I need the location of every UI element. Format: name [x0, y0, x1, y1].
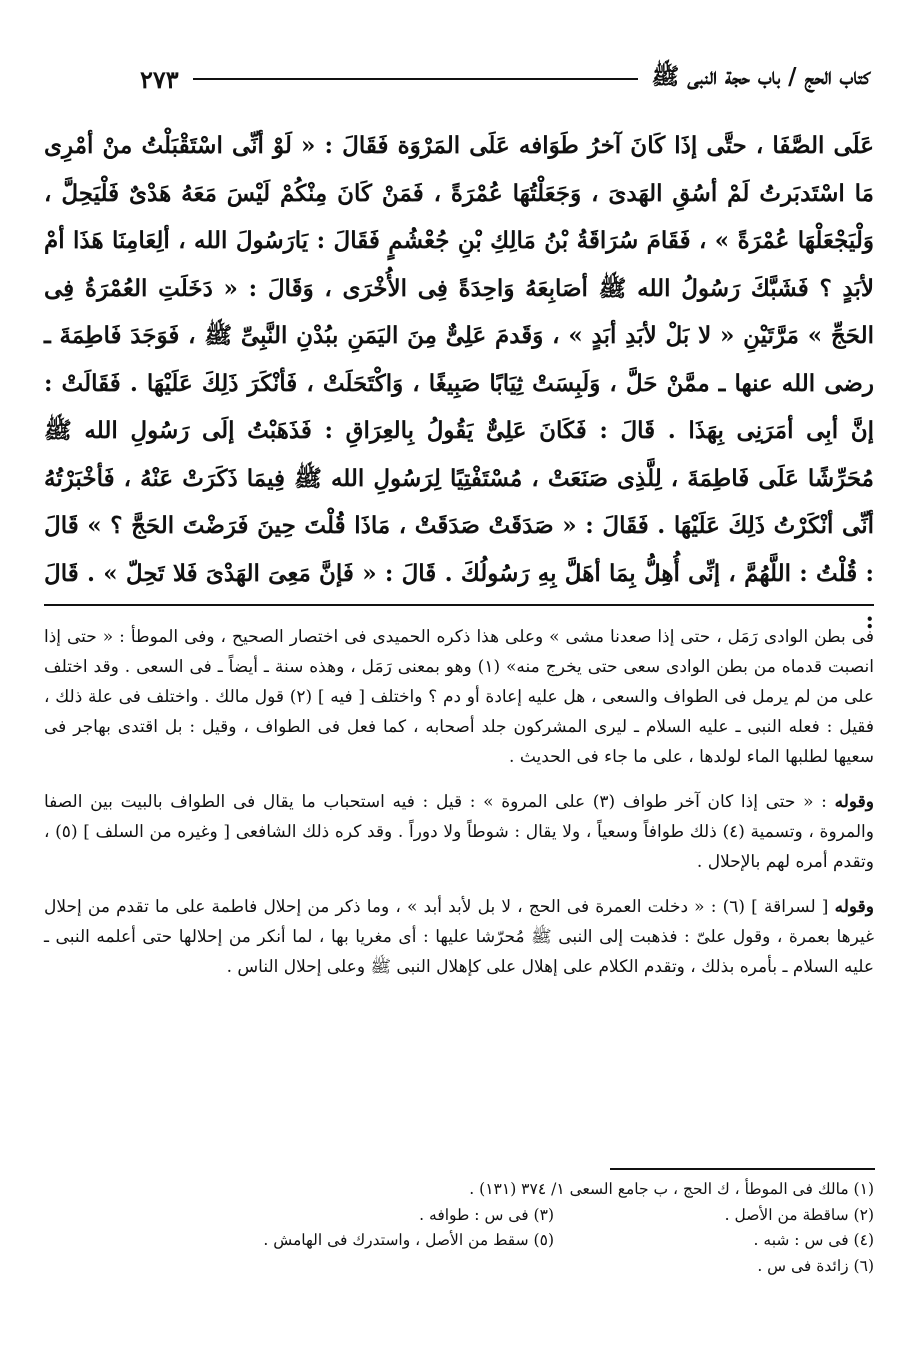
- footnote-2: (٢) ساقطة من الأصل .: [724, 1205, 874, 1224]
- commentary-paragraph-2: [44, 787, 874, 877]
- page-header: [140, 62, 870, 96]
- footnotes: [44, 1177, 874, 1279]
- commentary-paragraph-3: [44, 892, 874, 982]
- hadith-text: عَلَى الصَّفَا ، حتَّى إذَا كَانَ آخرُ طَوَافه عَلَى المَرْوَة فَقَالَ : « لَوْ أنِّى اسْتَقْبَلْتُ منْ أمْرِى مَا اسْتَدبَرتُ لَمْ أسُقِ الهَدىَ ، وَجَعَلْتُهَا عُمْرَةً ، فَمَنْ كَانَ مِنْكُمْ لَيْسَ مَعَهُ هَدْىٌ فَلْيَحِلَّ ، وَلْيَجْعَلْهَا عُمْرَةً » ، فَقَامَ سُرَاقَةُ بْنُ مَالِكِ بْنِ جُعْشُمٍ فَقَالَ : يَارَسُولَ الله ، ألِعَامِنَا هَذَا أمْ لأبَدٍ ؟ فَشَبَّكَ رَسُولُ الله ﷺ أصَابِعَهُ وَاحِدَةً فِى الأُخْرَى ، وَقَالَ : « دَخَلَتِ العُمْرَةُ فِى الحَجِّ » مَرَّتَيْنِ « لا بَلْ لأبَدِ أبَدٍ » ، وَقَدمَ عَلِىٌّ مِنَ اليَمَنِ ببُدْنِ النَّبِىِّ ﷺ ، فَوَجَدَ فَاطِمَةَ ـ رضى الله عنها ـ ممَّنْ حَلَّ ، وَلَبِسَتْ ثِيَابًا صَبِيغًا ، وَاكْتَحَلَتْ ، فَأنْكَرَ ذَلِكَ عَلَيْهَا . فَقَالَتْ : إنَّ أبِى أمَرَنِى بِهَذَا . قَالَ : فَكَانَ عَلِىٌّ يَقُولُ بِالعِرَاقِ : فَذَهَبْتُ إلَى رَسُولِ الله ﷺ مُحَرِّشًا عَلَى فَاطِمَةَ ، لِلَّذِى صَنَعَتْ ، مُسْتَفْتِيًا لِرَسُولِ الله ﷺ فِيمَا ذَكَرَتْ عَنْهُ ، فَأخْبَرْتُهُ أنِّى أنْكَرْتُ ذَلِكَ عَلَيْهَا . فَقَالَ : « صَدَقَتْ صَدَقَتْ ، مَاذَا قُلْتَ حِينَ فَرَضْتَ الحَجَّ ؟ » قَالَ : قُلْتُ : اللَّهُمَّ ، إنِّى أُهِلُّ بِمَا أهَلَّ بِهِ رَسُولُكَ . قَالَ : « فَإنَّ مَعِىَ الهَدْىَ فَلا تَحِلّ » . قَالَ :: [44, 132, 874, 634]
- footnote-3: (٣) فى س : طوافه .: [419, 1205, 554, 1224]
- footnote-row: [44, 1228, 874, 1254]
- commentary-lead-word: وقوله: [834, 792, 875, 812]
- footnote-row: [44, 1177, 874, 1203]
- commentary-paragraph-3-text: [ لسراقة ] (٦) : « دخلت العمرة فى الحج ، لا بل لأبد أبد » ، وما ذكر من إحلال فاطمة على ما تقدم من إحلال غيرها بعمرة ، وقول علىّ : فذهبت إلى النبى ﷺ مُحرّشا عليها : أى مغريا بها ، لما أنكر من إحلالها حتى أعلمه النبى ـ عليه السلام ـ بأمره بذلك ، وتقدم الكلام على إهلال على كإهلال النبى ﷺ وعلى إحلال الناس .: [44, 897, 874, 977]
- commentary-lead-word: وقوله: [834, 897, 874, 917]
- footnote-4: (٤) فى س : شبه .: [753, 1231, 874, 1249]
- footnote-row: [44, 1254, 874, 1280]
- page-number: ٢٧٣: [140, 64, 179, 94]
- footnote-row: [44, 1203, 874, 1229]
- running-title: كتاب الحج / باب حجة النبى ﷺ: [651, 63, 870, 90]
- commentary-paragraph-1: فى بطن الوادى رَمَل ، حتى إذا صعدنا مشى » وعلى هذا ذكره الحميدى فى اختصار الصحيح ، وفى الموطأ : « حتى إذا انصبت قدماه من بطن الوادى سعى حتى يخرج منه» (١) وهو بمعنى رَمَل ، وهذه سنة ـ أيضاً ـ فى السعى . وقد اختلف على من لم يرمل فى الطواف والسعى ، هل عليه إعادة أو دم ؟ واختلف [ فيه ] (٢) قول مالك . واختلف فى علة ذلك ، فقيل : فعله النبى ـ عليه السلام ـ ليرى المشركون جلد أصحابه ، كما فعل فى الطواف ، وقيل : بل اقتدى بهاجر فى سعيها لطلبها الماء لولدها ، على ما جاء فى الحديث .: [44, 627, 874, 767]
- footnote-1: (١) مالك فى الموطأ ، ك الحج ، ب جامع السعى ١/ ٣٧٤ (١٣١) .: [469, 1180, 874, 1198]
- commentary: [44, 622, 874, 997]
- header-rule: [193, 78, 638, 80]
- footnote-5: (٥) سقط من الأصل ، واستدرك فى الهامش .: [263, 1231, 554, 1249]
- text-divider: [44, 604, 874, 606]
- footnote-6: (٦) زائدة فى س .: [757, 1256, 874, 1275]
- commentary-paragraph-2-text: : « حتى إذا كان آخر طواف (٣) على المروة » : قيل : فيه استحباب ما يقال فى الطواف بالبيت بين الصفا والمروة ، وتسمية (٤) ذلك طوافاً وسعياً ، ولا يقال : شوطاً ولا دوراً . وقد كره ذلك الشافعى [ وغيره من السلف ] (٥) ، وتقدم أمره لهم بالإحلال .: [44, 792, 874, 872]
- footnote-rule: [610, 1168, 875, 1170]
